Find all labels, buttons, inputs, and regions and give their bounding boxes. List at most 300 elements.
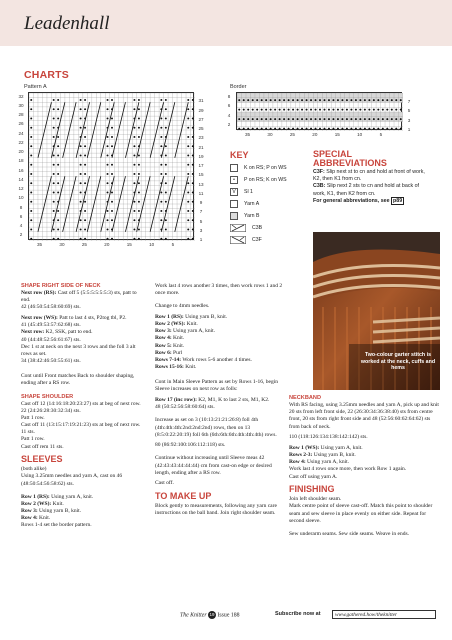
key-swatch xyxy=(230,212,238,220)
purl-stitch xyxy=(30,136,32,138)
purl-stitch xyxy=(30,191,32,193)
purl-stitch xyxy=(355,128,357,130)
purl-stitch xyxy=(373,109,375,111)
key-knit xyxy=(230,164,287,172)
purl-stitch xyxy=(261,128,263,130)
purl-stitch xyxy=(297,118,299,120)
purl-stitch xyxy=(306,99,308,101)
row-text: Using yarn A, knit. xyxy=(305,459,350,466)
purl-stitch xyxy=(133,238,135,240)
purl-stitch xyxy=(382,109,384,111)
paragraph xyxy=(289,445,439,481)
purl-stitch xyxy=(301,128,303,130)
row-number: 5 xyxy=(199,218,203,224)
purl-stitch xyxy=(386,109,388,111)
purl-stitch xyxy=(133,164,135,166)
purl-stitch xyxy=(80,145,82,147)
purl-stitch xyxy=(364,128,366,130)
purl-stitch xyxy=(377,118,379,120)
photo-caption: Two-colour garter stitch is worked at the neck, cuffs and hems xyxy=(360,352,436,371)
purl-stitch xyxy=(57,228,59,230)
purl-stitch xyxy=(315,128,317,130)
purl-stitch xyxy=(382,99,384,101)
purl-stitch xyxy=(238,109,240,111)
purl-stitch xyxy=(346,128,348,130)
row-text: Using yarn A, knit. xyxy=(49,493,94,500)
purl-stitch xyxy=(165,219,167,221)
purl-stitch xyxy=(350,118,352,120)
row-text: Purl xyxy=(171,349,183,356)
stitch-count: 34 (38:42:46:50:55:61) sts. xyxy=(21,358,81,365)
purl-stitch xyxy=(337,128,339,130)
purl-stitch xyxy=(310,118,312,120)
row-text: K2, M1, K to last 2 sts, M1, K2. xyxy=(196,397,270,404)
purl-stitch xyxy=(133,228,135,230)
purl-stitch xyxy=(53,99,55,101)
purl-stitch xyxy=(323,99,325,101)
key-yarn-b xyxy=(230,212,259,220)
purl-stitch xyxy=(53,238,55,240)
purl-stitch xyxy=(265,99,267,101)
purl-stitch xyxy=(53,127,55,129)
special-abbreviations-text xyxy=(313,169,433,205)
border-grid xyxy=(237,93,403,131)
row-text: Knit. xyxy=(185,321,198,328)
key-label: C3F xyxy=(252,237,262,243)
slip-stitch-icon: V xyxy=(230,188,238,196)
paragraph xyxy=(21,315,145,365)
row-number: 29 xyxy=(198,107,204,113)
stitch-count: 42 (46:50:54:58:60:69) sts. xyxy=(21,304,81,311)
row-label: Row 1 (RS): xyxy=(155,313,184,320)
purl-stitch xyxy=(84,99,86,101)
row-text: Cast off rem 11 sts. xyxy=(21,443,64,450)
row-label: Row 17 (inc row): xyxy=(155,397,197,404)
purl-stitch xyxy=(84,127,86,129)
purl-stitch xyxy=(111,173,113,175)
purl-stitch xyxy=(57,173,59,175)
purl-stitch xyxy=(270,109,272,111)
purl-stitch xyxy=(297,109,299,111)
purl-stitch xyxy=(138,99,140,101)
purl-stitch xyxy=(80,108,82,110)
dot-icon: • xyxy=(230,176,238,184)
row-number: 3 xyxy=(199,227,203,233)
row-text: Knit. xyxy=(171,335,185,342)
row-text: Using yarn B, knit. xyxy=(183,313,228,320)
purl-stitch xyxy=(187,191,189,193)
purl-stitch xyxy=(133,210,135,212)
purl-stitch xyxy=(133,201,135,203)
paragraph: Increase as set on 3 (10:13:21:21:26:8) foll 4th (4th:4th:4th:2nd:2nd:2nd) rows, then on 13 (8:5:0:22:20:19) foll 6th (6th:6th:6th:4th:4th:4th) rows. xyxy=(155,417,277,438)
row-label: Row 6: xyxy=(155,349,172,356)
purl-stitch xyxy=(165,238,167,240)
special-abbreviations-heading xyxy=(313,150,387,168)
purl-stitch xyxy=(346,109,348,111)
purl-stitch xyxy=(395,128,397,130)
purl-stitch xyxy=(111,145,113,147)
purl-stitch xyxy=(160,127,162,129)
purl-stitch xyxy=(288,118,290,120)
heading-line: SPECIAL xyxy=(313,149,353,159)
purl-stitch xyxy=(292,99,294,101)
purl-stitch xyxy=(247,99,249,101)
purl-stitch xyxy=(187,182,189,184)
column-number: 5 xyxy=(171,242,175,247)
purl-stitch xyxy=(238,118,240,120)
purl-stitch xyxy=(252,109,254,111)
purl-stitch xyxy=(160,136,162,138)
purl-stitch xyxy=(160,145,162,147)
purl-stitch xyxy=(292,128,294,130)
purl-stitch xyxy=(247,118,249,120)
purl-stitch xyxy=(165,201,167,203)
purl-stitch xyxy=(80,154,82,156)
purl-stitch xyxy=(165,164,167,166)
column-number: 35 xyxy=(36,242,43,247)
purl-stitch xyxy=(57,108,59,110)
purl-stitch xyxy=(274,109,276,111)
purl-stitch xyxy=(323,128,325,130)
purl-stitch xyxy=(57,117,59,119)
row-number: 16 xyxy=(18,167,24,173)
column-left xyxy=(21,283,145,533)
purl-stitch xyxy=(138,201,140,203)
section-heading: SLEEVES xyxy=(21,454,63,465)
paragraph: Work last 4 rows another 3 times, then work rows 1 and 2 once more. xyxy=(155,283,283,297)
purl-stitch xyxy=(133,154,135,156)
purl-stitch xyxy=(107,173,109,175)
purl-stitch xyxy=(30,173,32,175)
purl-stitch xyxy=(265,128,267,130)
row-label: Row 1 (RS): xyxy=(21,493,50,500)
row-label: Rows 7-14: xyxy=(155,356,182,363)
purl-stitch xyxy=(80,201,82,203)
purl-stitch xyxy=(270,128,272,130)
row-number: 12 xyxy=(18,186,24,192)
row-text: Using yarn A, knit. xyxy=(319,444,363,451)
row-number: 32 xyxy=(18,93,24,99)
section-heading: FINISHING xyxy=(289,484,335,495)
purl-stitch xyxy=(133,99,135,101)
purl-stitch xyxy=(57,238,59,240)
purl-stitch xyxy=(192,99,194,101)
purl-stitch xyxy=(187,219,189,221)
purl-stitch xyxy=(192,238,194,240)
purl-stitch xyxy=(30,228,32,230)
purl-stitch xyxy=(187,210,189,212)
purl-stitch xyxy=(53,164,55,166)
row-label: Row 2 (WS): xyxy=(155,321,186,328)
key-label: Yarn A xyxy=(244,201,260,207)
row-number: 11 xyxy=(198,190,204,196)
paragraph xyxy=(21,466,145,487)
purl-stitch xyxy=(30,219,32,221)
column-number: 25 xyxy=(81,242,87,247)
paragraph xyxy=(155,397,283,411)
purl-stitch xyxy=(359,128,361,130)
stitch-count: 110 (118:126:134:138:142:142) sts. xyxy=(289,434,368,441)
purl-stitch xyxy=(30,108,32,110)
purl-stitch xyxy=(386,118,388,120)
row-number: 31 xyxy=(198,98,204,104)
column-number: 15 xyxy=(126,242,132,247)
page-ref-link[interactable]: p89 xyxy=(393,197,403,204)
purl-stitch xyxy=(337,99,339,101)
purl-stitch xyxy=(301,118,303,120)
paragraph xyxy=(21,290,145,311)
purl-stitch xyxy=(111,127,113,129)
purl-stitch xyxy=(373,99,375,101)
row-text: Work rows 5-6 another 4 times. xyxy=(181,356,252,363)
purl-stitch xyxy=(315,118,317,120)
row-text: Dec 1 st at neck on the next 3 rows and the foll 3 alt rows as set. xyxy=(21,343,136,357)
row-number: 6 xyxy=(19,213,23,219)
purl-stitch xyxy=(368,118,370,120)
purl-stitch xyxy=(274,99,276,101)
purl-stitch xyxy=(80,238,82,240)
purl-stitch xyxy=(341,99,343,101)
paragraph: Cast off. xyxy=(155,480,174,487)
purl-stitch xyxy=(84,219,86,221)
purl-stitch xyxy=(337,109,339,111)
paragraph xyxy=(155,314,283,371)
row-label: Row 4: xyxy=(289,459,306,466)
row-text: Knit. xyxy=(51,500,64,507)
purl-stitch xyxy=(57,154,59,156)
purl-stitch xyxy=(256,118,258,120)
purl-stitch xyxy=(243,128,245,130)
column-number: 10 xyxy=(357,132,363,137)
purl-stitch xyxy=(107,228,109,230)
purl-stitch xyxy=(107,99,109,101)
purl-stitch xyxy=(53,173,55,175)
purl-stitch xyxy=(192,182,194,184)
purl-stitch xyxy=(187,108,189,110)
purl-stitch xyxy=(368,109,370,111)
paragraph xyxy=(21,401,145,451)
purl-stitch xyxy=(80,127,82,129)
purl-stitch xyxy=(377,128,379,130)
purl-stitch xyxy=(192,191,194,193)
row-text: Mark centre point of sleeve cast-off. Match this point to shoulder seam and sew sleeve in place evenly on either side. Repeat for second sleeve. xyxy=(289,503,433,524)
subscribe-url-link[interactable]: www.gathered.how/theknitter xyxy=(332,610,436,619)
row-number: 14 xyxy=(18,176,24,182)
purl-stitch xyxy=(133,173,135,175)
purl-stitch xyxy=(332,118,334,120)
section-heading: SHAPE RIGHT SIDE OF NECK xyxy=(21,283,101,289)
row-label: Next row: xyxy=(21,329,45,336)
purl-stitch xyxy=(391,128,393,130)
purl-stitch xyxy=(160,201,162,203)
column-number: 25 xyxy=(289,132,295,137)
purl-stitch xyxy=(359,99,361,101)
key-heading: KEY xyxy=(230,150,249,160)
purl-stitch xyxy=(279,99,281,101)
purl-stitch xyxy=(30,99,32,101)
purl-stitch xyxy=(138,182,140,184)
purl-stitch xyxy=(306,118,308,120)
purl-stitch xyxy=(346,99,348,101)
purl-stitch xyxy=(391,109,393,111)
purl-stitch xyxy=(391,118,393,120)
purl-stitch xyxy=(192,127,194,129)
purl-stitch xyxy=(288,99,290,101)
purl-stitch xyxy=(165,228,167,230)
purl-stitch xyxy=(187,238,189,240)
purl-stitch xyxy=(57,182,59,184)
row-text: Knit. xyxy=(37,515,51,522)
row-text: (both alike) xyxy=(21,466,47,473)
purl-stitch xyxy=(111,191,113,193)
purl-stitch xyxy=(80,164,82,166)
row-number: 3 xyxy=(407,117,411,123)
purl-stitch xyxy=(53,191,55,193)
purl-stitch xyxy=(57,145,59,147)
column-number: 35 xyxy=(244,132,251,137)
purl-stitch xyxy=(187,201,189,203)
purl-stitch xyxy=(84,201,86,203)
purl-stitch xyxy=(30,145,32,147)
purl-stitch xyxy=(265,118,267,120)
purl-stitch xyxy=(160,238,162,240)
purl-stitch xyxy=(350,109,352,111)
page-number: 19 xyxy=(209,612,215,617)
purl-stitch xyxy=(53,154,55,156)
purl-stitch xyxy=(138,117,140,119)
purl-stitch xyxy=(84,164,86,166)
row-number: 18 xyxy=(18,158,24,164)
purl-stitch xyxy=(382,118,384,120)
purl-stitch xyxy=(84,238,86,240)
purl-stitch xyxy=(80,117,82,119)
purl-stitch xyxy=(53,228,55,230)
purl-stitch xyxy=(138,108,140,110)
purl-stitch xyxy=(192,136,194,138)
column-number: 30 xyxy=(59,242,65,247)
purl-stitch xyxy=(400,99,402,101)
purl-stitch xyxy=(373,118,375,120)
purl-stitch xyxy=(138,210,140,212)
row-text: Patt to last 4 sts, P2tog tbl, P2. xyxy=(57,315,127,322)
purl-stitch xyxy=(261,109,263,111)
purl-stitch xyxy=(107,210,109,212)
purl-stitch xyxy=(283,109,285,111)
row-text: Knit. xyxy=(183,364,197,371)
purl-stitch xyxy=(107,154,109,156)
purl-stitch xyxy=(107,117,109,119)
row-number: 25 xyxy=(198,126,204,131)
purl-stitch xyxy=(283,128,285,130)
row-number: 8 xyxy=(227,93,231,99)
row-number: 2 xyxy=(19,232,23,238)
purl-stitch xyxy=(165,173,167,175)
purl-stitch xyxy=(364,99,366,101)
purl-stitch xyxy=(107,108,109,110)
purl-stitch xyxy=(243,99,245,101)
purl-stitch xyxy=(261,99,263,101)
purl-stitch xyxy=(84,145,86,147)
purl-stitch xyxy=(57,164,59,166)
row-number: 23 xyxy=(198,135,204,141)
purl-stitch xyxy=(359,109,361,111)
purl-stitch xyxy=(165,182,167,184)
purl-stitch xyxy=(111,136,113,138)
purl-stitch xyxy=(341,118,343,120)
purl-stitch xyxy=(270,118,272,120)
purl-stitch xyxy=(279,109,281,111)
purl-stitch xyxy=(192,164,194,166)
purl-stitch xyxy=(138,238,140,240)
purl-stitch xyxy=(256,99,258,101)
purl-stitch xyxy=(319,109,321,111)
row-label: Next row (RS): xyxy=(21,290,57,297)
charts-heading: CHARTS xyxy=(24,69,69,81)
purl-stitch xyxy=(107,238,109,240)
yarn-b-row xyxy=(237,112,403,117)
purl-stitch xyxy=(315,99,317,101)
purl-stitch xyxy=(395,109,397,111)
key-label: Yarn B xyxy=(244,213,260,219)
purl-stitch xyxy=(133,136,135,138)
abbr-def: Slip next st to cn and hold at front of work, K2, then K1 from cn. xyxy=(313,169,425,183)
row-number: 17 xyxy=(198,163,204,168)
purl-stitch xyxy=(252,118,254,120)
purl-stitch xyxy=(165,99,167,101)
purl-stitch xyxy=(301,99,303,101)
purl-stitch xyxy=(306,109,308,111)
purl-stitch xyxy=(192,173,194,175)
purl-stitch xyxy=(373,128,375,130)
paragraph: Block gently to measurements, following any yarn care instructions on the ball band. Join right shoulder seam. xyxy=(155,503,277,517)
header-band xyxy=(0,0,452,46)
purl-stitch xyxy=(84,182,86,184)
row-label: Row 4: xyxy=(21,515,38,522)
purl-stitch xyxy=(111,210,113,212)
purl-stitch xyxy=(165,154,167,156)
purl-stitch xyxy=(53,108,55,110)
row-label: Row 5: xyxy=(155,342,172,349)
purl-stitch xyxy=(328,99,330,101)
purl-stitch xyxy=(133,145,135,147)
purl-stitch xyxy=(256,109,258,111)
purl-stitch xyxy=(391,99,393,101)
purl-stitch xyxy=(138,136,140,138)
row-text: Cast off 11 (13:15:17:19:21:23) sts at beg of next row. 11 sts. xyxy=(21,422,141,436)
purl-stitch xyxy=(187,99,189,101)
purl-stitch xyxy=(111,99,113,101)
column-number: 30 xyxy=(267,132,273,137)
row-number: 4 xyxy=(19,223,23,229)
row-text: Patt 1 row. xyxy=(21,415,45,421)
row-label: Rows 2-3: xyxy=(289,452,313,459)
row-number: 22 xyxy=(18,139,24,145)
purl-stitch xyxy=(187,136,189,138)
purl-stitch xyxy=(30,201,32,203)
row-text: Join left shoulder seam. xyxy=(289,496,342,503)
column-right xyxy=(289,395,439,542)
purl-stitch xyxy=(310,99,312,101)
purl-stitch xyxy=(328,118,330,120)
border-chart xyxy=(236,92,402,130)
purl-stitch xyxy=(377,109,379,111)
row-text: Patt 1 row. xyxy=(21,436,45,443)
purl-stitch xyxy=(160,164,162,166)
section-heading: NECKBAND xyxy=(289,395,322,401)
purl-stitch xyxy=(80,173,82,175)
purl-stitch xyxy=(187,117,189,119)
purl-stitch xyxy=(192,154,194,156)
